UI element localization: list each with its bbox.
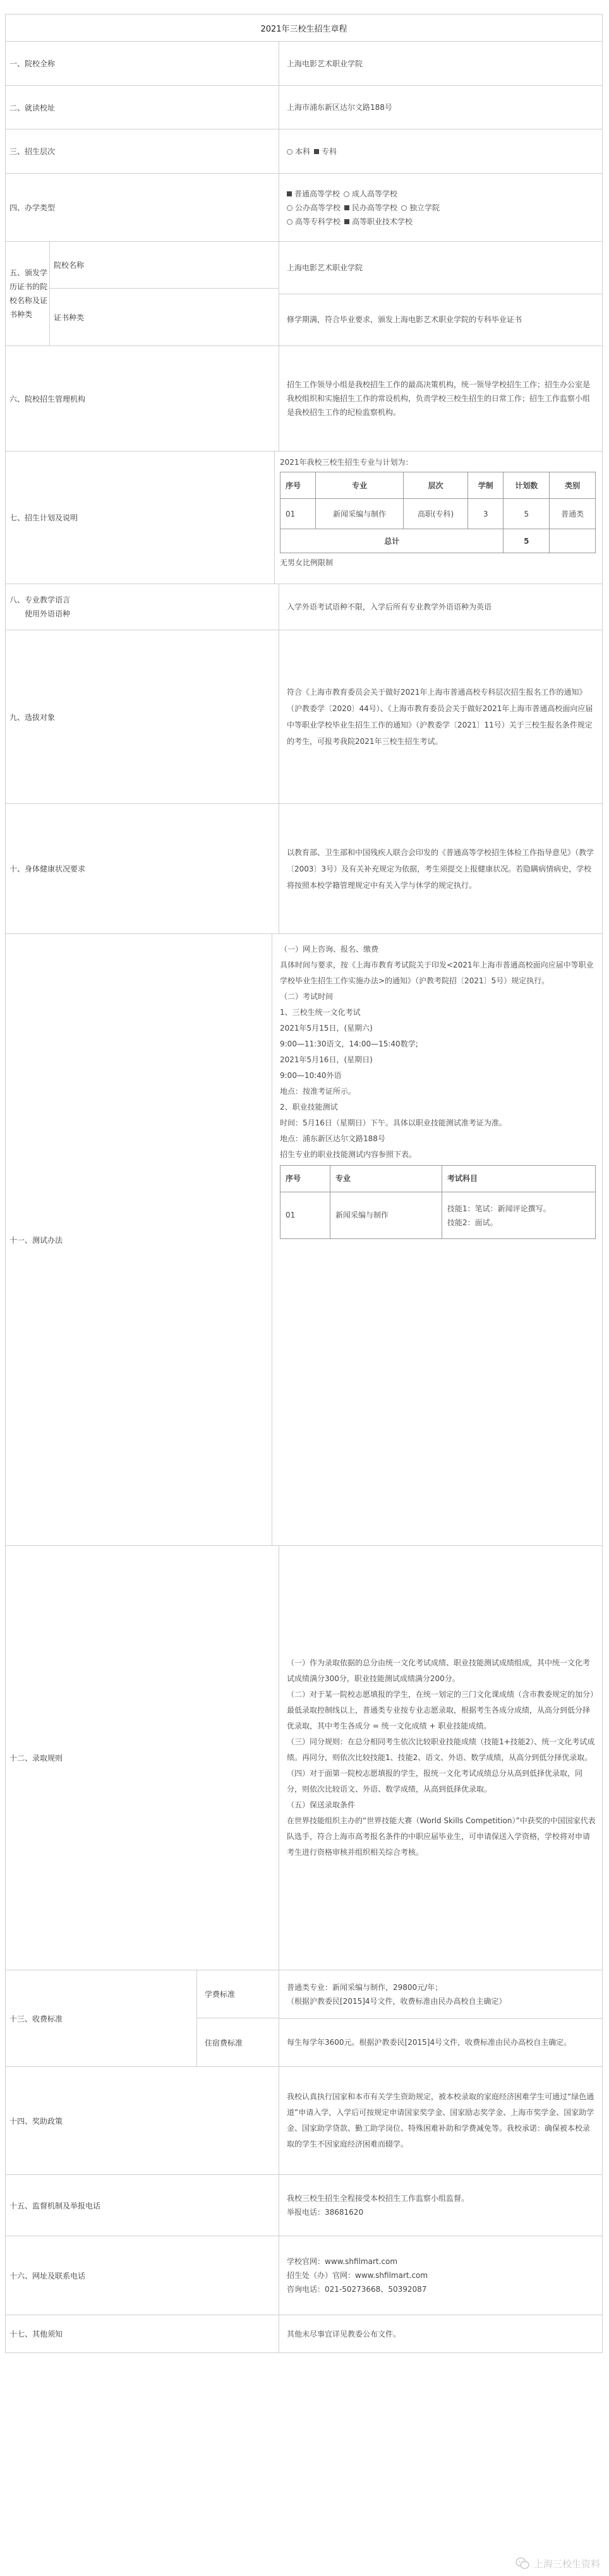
unchecked-box-icon: [287, 219, 292, 225]
row-label: 七、招生计划及说明: [6, 452, 275, 584]
option-label: 成人高等学校: [352, 189, 398, 198]
option-label: 高等职业技术学校: [352, 217, 413, 226]
sub-label-certificate-type: 证书种类: [50, 288, 279, 345]
table-title: 2021年三校生招生章程: [6, 15, 602, 42]
enrollment-plan-content: [275, 452, 602, 584]
plan-cell: 高职(专科): [403, 499, 467, 529]
test-method-line: 9:00—11:30语文，14:00—15:40数学;: [280, 1039, 418, 1048]
skill-cell: 新闻采编与制作: [330, 1192, 442, 1239]
row-label: [6, 584, 279, 630]
consult-phone: 咨询电话：021-50273668、50392087: [287, 2285, 427, 2294]
plan-header-cell: 专业: [316, 472, 404, 499]
admission-office-value: [279, 346, 602, 451]
admission-rule-paragraph: （五）保送录取条件: [287, 1800, 356, 1809]
report-phone: 举报电话：38681620: [287, 2208, 364, 2217]
row-label: 二、就读校址: [6, 86, 279, 129]
row-label: 十七、其他须知: [6, 2315, 279, 2352]
accommodation-line: 每生每学年3600元。根据沪教委民[2015]4号文件，收费标准由民办高校自主确定。: [287, 2038, 572, 2047]
option-item: [401, 203, 440, 212]
checked-box-icon: [344, 219, 349, 224]
row-school-type: [6, 174, 602, 242]
row-label: 十六、网址及联系电话: [6, 2236, 279, 2315]
option-item: [287, 217, 341, 226]
row-aid-policy: [6, 2067, 602, 2175]
option-label: 民办高等学校: [352, 203, 398, 212]
test-method-content: [272, 934, 602, 1545]
row-admission-rules: [6, 1546, 602, 1970]
plan-total-row: [280, 529, 596, 553]
skill-subjects: [442, 1192, 596, 1239]
skill-cell: 01: [280, 1192, 330, 1239]
row-fees: [6, 1970, 602, 2067]
admission-rule-paragraph: （三）同分规则：在总分相同考生依次比较职业技能成绩（技能1+技能2）、统一文化考试成绩。再同分，则依次比较技能1、技能2、语文、外语、数学成绩，从高分到低分择优录取。: [287, 1737, 595, 1762]
option-label: 公办高等学校: [295, 203, 341, 212]
sub-label-school-name: 院校名称: [54, 261, 85, 270]
skill-header-cell: 专业: [330, 1166, 442, 1192]
certificate-label-group: [6, 242, 279, 345]
plan-header-cell: 计划数: [503, 472, 550, 499]
plan-cell: 01: [280, 499, 316, 529]
option-label: 高等专科学校: [295, 217, 341, 226]
option-item: [287, 203, 341, 212]
sub-label-tuition: 学费标准: [205, 1990, 236, 1999]
plan-table: [280, 472, 596, 553]
row-label: 十四、奖助政策: [6, 2067, 279, 2174]
accommodation-value: [279, 2018, 602, 2067]
admission-rule-paragraph: （一）作为录取依据的总分由统一文化考试成绩、职业技能测试成绩组成，其中统一文化考试成绩满分300分，职业技能测试成绩满分200分。: [287, 1658, 591, 1683]
admission-rule-paragraph: （四）对于面第一院校志愿填报的学生，报统一文化考试成绩总分从高到低择优录取，同分，则依次比较语文、外语、数学成绩，从高到低择优录取。: [287, 1769, 583, 1794]
row-label: 十三、收费标准: [6, 1970, 197, 2066]
row-label: 十二、录取规则: [6, 1546, 279, 1970]
sub-label-accommodation: 住宿费标准: [197, 2018, 279, 2066]
option-item: [344, 203, 397, 212]
row-health: [6, 804, 602, 934]
skill-test-table: [280, 1165, 596, 1239]
row-label: 十、身体健康状况要求: [6, 804, 279, 933]
aid-policy-value: 我校认真执行国家和本市有关学生资助规定，被本校录取的家庭经济困难学生可通过“绿色通道”申请入学，入学后可按规定申请国家奖学金、国家励志奖学金、上海市奖学金、国家助学金、国家助学贷款、勤工助学岗位、特殊困难补助和学费减免等。我校承诺：确保被本校录取的学生不因家庭经济困难而辍学。: [287, 2092, 594, 2148]
checked-box-icon: [344, 205, 349, 210]
option-label: 独立学院: [409, 203, 440, 212]
plan-cell: 5: [503, 499, 550, 529]
plan-row: [280, 499, 596, 529]
row-label: 六、院校招生管理机构: [6, 346, 279, 451]
skill-subject: 技能1：笔试：新闻评论撰写。: [447, 1204, 551, 1213]
row-label: 四、办学类型: [6, 174, 279, 241]
unchecked-box-icon: [287, 205, 292, 211]
option-item: [287, 147, 310, 156]
unchecked-box-icon: [287, 149, 292, 155]
row-education-level: [6, 129, 602, 174]
row-label: 十一、测试办法: [6, 934, 272, 1545]
admission-website: 招生处（办）官网：www.shfilmart.com: [287, 2271, 428, 2280]
option-item: [287, 189, 340, 198]
row-admission-office: [6, 346, 602, 452]
plan-intro: 2021年我校三校生招生专业与计划为：: [280, 458, 413, 467]
admission-rule-paragraph: （二）对于某一院校志愿填报的学生，在统一划定的三门文化课成绩（含市教委规定的加分）最低录取控制线以上，普通类专业按专业志愿录取，根据考生各成分成绩，从高分到低分择优录取，其中考生各成分 = 统一文化成绩 + 职业技能成绩。: [287, 1690, 594, 1730]
option-label: 专科: [322, 147, 337, 156]
plan-header-cell: 序号: [280, 472, 316, 499]
school-type-options: [279, 174, 602, 241]
certificate-type-value: 修学期满，符合毕业要求，颁发上海电影艺术职业学院的专科毕业证书: [279, 294, 602, 346]
contact-value: [279, 2236, 602, 2315]
test-method-line: 2021年5月15日，(星期六): [280, 1024, 373, 1033]
row-teaching-language: [6, 584, 602, 630]
row-label: 十五、监督机制及举报电话: [6, 2175, 279, 2236]
plan-header-cell: 类别: [550, 472, 596, 499]
test-method-line: 具体时间与要求，按《上海市教育考试院关于印发<2021年上海市普通高校面向应届中等职业学校毕业生招生工作实施办法>的通知》（沪教考院招〔2021〕5号）规定执行。: [280, 961, 594, 985]
tuition-line: 普通类专业：新闻采编与制作，29800元/年；: [287, 1982, 443, 1992]
admission-rules-content: [279, 1546, 602, 1970]
row-campus-address: [6, 86, 602, 129]
tuition-line: （根据沪教委民[2015]4号文件，收费标准由民办高校自主确定）: [287, 1996, 507, 2006]
plan-cell: 普通类: [550, 499, 596, 529]
admission-office-text: 招生工作领导小组是我校招生工作的最高决策机构，统一领导学校招生工作；招生办公室是我校组织和实施招生工作的常设机构，负责学校三校生招生的日常工作；招生工作监察小组是我校招生工作的纪检监察机构。: [287, 380, 591, 417]
supervision-value: [279, 2175, 602, 2236]
row-label: 九、选拔对象: [6, 630, 279, 803]
plan-header-cell: 层次: [403, 472, 467, 499]
certificate-school-value: 上海电影艺术职业学院: [287, 263, 363, 272]
eligibility-value: 符合《上海市教育委员会关于做好2021年上海市普通高校专科层次招生报名工作的通知》（沪教委学〔2020〕44号）、《上海市教育委员会关于做好2021年上海市普通高校面向应届中等职业学校毕业生招生工作的通知》（沪教委学〔2021〕11号）关于三校生报名条件规定的考生，可报考我院2021年三校生招生考试。: [287, 688, 593, 746]
watermark: [515, 2556, 600, 2571]
test-method-line: 2021年5月16日，(星期日): [280, 1055, 373, 1064]
row-supervision: [6, 2175, 602, 2236]
plan-cell-empty: [550, 529, 596, 553]
plan-cell: 新闻采编与制作: [316, 499, 404, 529]
unchecked-box-icon: [401, 205, 407, 211]
row-other-notes: [6, 2315, 602, 2353]
plan-header-cell: 学制: [468, 472, 503, 499]
tuition-value: [279, 1970, 602, 2018]
wechat-icon: [515, 2556, 530, 2571]
skill-row: [280, 1192, 596, 1239]
plan-total-value: 5: [503, 529, 550, 553]
plan-note: 无男女比例限制: [280, 558, 334, 567]
option-label: 本科: [295, 147, 311, 156]
option-item: [344, 189, 397, 198]
test-method-line: （一）网上咨询、报名、缴费: [280, 945, 379, 954]
institution-name-value: 上海电影艺术职业学院: [287, 59, 363, 68]
row-enrollment-plan: [6, 452, 602, 584]
campus-address-value: 上海市浦东新区达尔文路188号: [287, 103, 392, 112]
row-label-line: 八、专业教学语言: [9, 596, 71, 604]
health-value: 以教育部、卫生部和中国残疾人联合会印发的《普通高等学校招生体检工作指导意见》（教学〔2003〕3号）及有关补充规定为依据，考生须提交上报健康状况。若隐瞒病情病史，学校将按照本校学籍管理规定中有关入学与休学的规定执行。: [287, 848, 594, 890]
skill-header-cell: 考试科目: [442, 1166, 596, 1192]
test-method-line: 9:00—10:40外语: [280, 1071, 342, 1080]
plan-cell: 3: [468, 499, 503, 529]
test-method-line: 招生专业的职业技能测试内容参照下表。: [280, 1150, 417, 1159]
test-method-line: （二）考试时间: [280, 992, 334, 1001]
option-item: [344, 217, 413, 226]
education-level-options: [279, 129, 602, 173]
test-method-line: 地点：浦东新区达尔文路188号: [280, 1134, 385, 1143]
admission-rule-paragraph: 在世界技能组织主办的“世界技能大赛（World Skills Competition）”中获奖的中国国家代表队选手，符合上海市高考报名条件的中职应届毕业生，可申请保送入学资格，学校将对申请考生进行资格审核并组织相关综合考核。: [287, 1816, 596, 1857]
row-eligibility: [6, 630, 602, 804]
skill-subject: 技能2：面试。: [447, 1218, 498, 1227]
test-method-line: 2、职业技能测试: [280, 1103, 338, 1111]
checked-box-icon: [314, 149, 319, 154]
test-method-line: 1、三校生统一文化考试: [280, 1008, 361, 1017]
fees-label-group: [6, 1970, 279, 2066]
unchecked-box-icon: [344, 191, 349, 197]
charter-table: [5, 14, 603, 2353]
teaching-language-value: 入学外语考试语种不限，入学后所有专业教学外语语种为英语: [287, 602, 492, 611]
other-notes-value: 其他未尽事宜详见教委公布文件。: [287, 2329, 401, 2339]
checked-box-icon: [287, 191, 292, 196]
row-label: 三、招生层次: [6, 129, 279, 173]
row-certificate: [6, 242, 602, 346]
row-label: 五、颁发学历证书的院校名称及证书种类: [6, 242, 50, 345]
watermark-text: 上海三校生资料: [533, 2558, 600, 2570]
test-method-line: 地点：按准考证所示。: [280, 1087, 356, 1096]
option-item: [314, 147, 337, 156]
option-label: 普通高等学校: [294, 189, 341, 198]
supervision-line: 我校三校生招生全程接受本校招生工作监察小组监督。: [287, 2194, 469, 2203]
row-label: 一、院校全称: [6, 42, 279, 85]
row-test-method: [6, 934, 602, 1546]
school-website: 学校官网：www.shfilmart.com: [287, 2257, 398, 2266]
test-method-line: 时间：5月16日（星期日）下午。具体以职业技能测试准考证为准。: [280, 1118, 507, 1127]
plan-total-label: 总计: [280, 529, 503, 553]
row-contact: [6, 2236, 602, 2315]
skill-header-cell: 序号: [280, 1166, 330, 1192]
row-label-line: 使用外语语种: [25, 609, 71, 618]
row-institution-name: [6, 42, 602, 86]
